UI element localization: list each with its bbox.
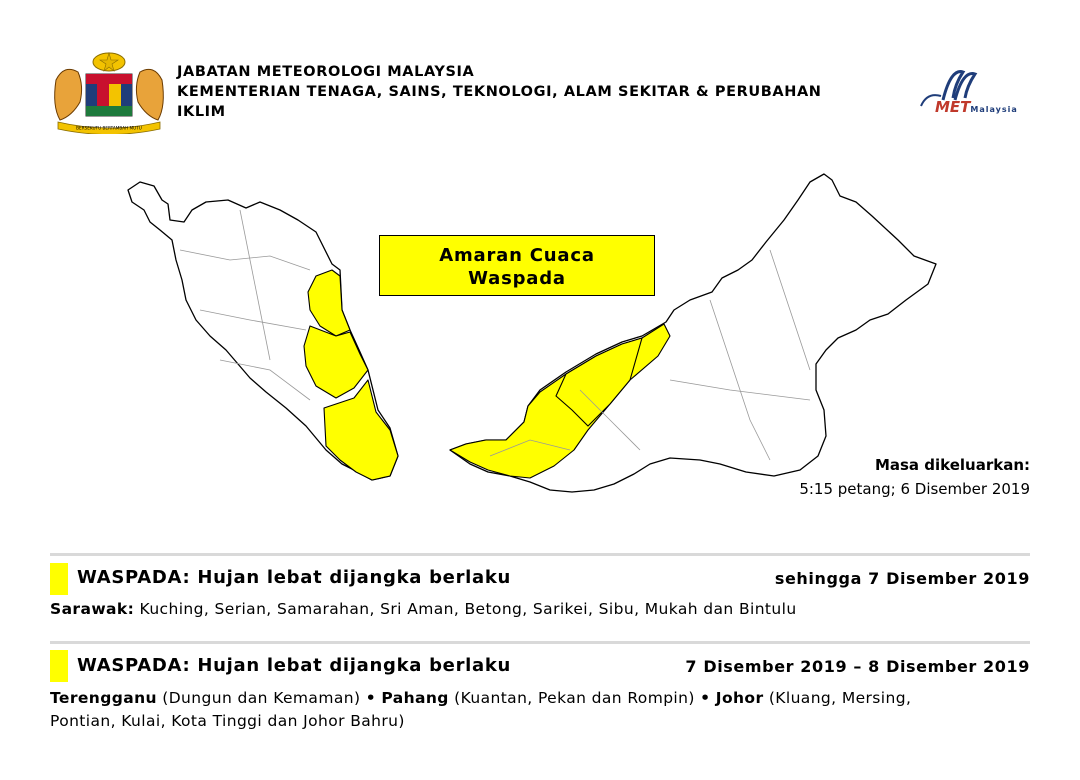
areas-johor-cont: Pontian, Kulai, Kota Tinggi dan Johor Bahru) bbox=[50, 712, 405, 730]
areas-sarawak: Kuching, Serian, Samarahan, Sri Aman, Betong, Sarikei, Sibu, Mukah dan Bintulu bbox=[134, 600, 797, 618]
issued-value: 5:15 petang; 6 Disember 2019 bbox=[799, 480, 1030, 498]
crest-motto: BERSEKUTU BERTAMBAH MUTU bbox=[76, 125, 142, 131]
areas-pahang: (Kuantan, Pekan dan Rompin) bbox=[448, 689, 701, 707]
state-terengganu: Terengganu bbox=[50, 689, 157, 707]
warning-level-box bbox=[379, 235, 655, 296]
warning-2-date: 7 Disember 2019 – 8 Disember 2019 bbox=[685, 657, 1030, 676]
issued-label: Masa dikeluarkan: bbox=[874, 456, 1030, 474]
met-malaysia-logo-icon bbox=[917, 66, 1029, 122]
warning-2-areas bbox=[50, 687, 1040, 733]
header-line-1: JABATAN METEOROLOGI MALAYSIA bbox=[177, 64, 475, 80]
state-johor: Johor bbox=[715, 689, 764, 707]
warning-2-title: WASPADA: Hujan lebat dijangka berlaku bbox=[77, 655, 512, 676]
header-title bbox=[177, 62, 822, 122]
areas-terengganu: (Dungun dan Kemaman) bbox=[156, 689, 366, 707]
warning-color-bar bbox=[50, 563, 68, 595]
warning-1-date: sehingga 7 Disember 2019 bbox=[774, 569, 1030, 588]
warning-1-areas bbox=[50, 598, 1040, 621]
warning-label-line2: Waspada bbox=[468, 268, 566, 289]
warning-color-bar bbox=[50, 650, 68, 682]
divider bbox=[50, 553, 1030, 556]
bullet: • bbox=[700, 689, 711, 707]
warning-1-title: WASPADA: Hujan lebat dijangka berlaku bbox=[77, 567, 512, 588]
state-sarawak: Sarawak: bbox=[50, 600, 135, 618]
header-line-2: KEMENTERIAN TENAGA, SAINS, TEKNOLOGI, ALAM SEKITAR & PERUBAHAN bbox=[177, 84, 822, 100]
bullet: • bbox=[365, 689, 377, 707]
issued-time bbox=[799, 453, 1030, 501]
met-logo-sub: Malaysia bbox=[970, 105, 1018, 114]
warning-label-line1: Amaran Cuaca bbox=[439, 245, 595, 266]
met-logo-text: MET bbox=[935, 98, 971, 116]
malaysia-coat-of-arms-icon bbox=[50, 50, 168, 134]
header-line-3: IKLIM bbox=[177, 104, 226, 120]
divider bbox=[50, 641, 1030, 644]
state-pahang: Pahang bbox=[381, 689, 449, 707]
areas-johor: (Kluang, Mersing, bbox=[763, 689, 912, 707]
